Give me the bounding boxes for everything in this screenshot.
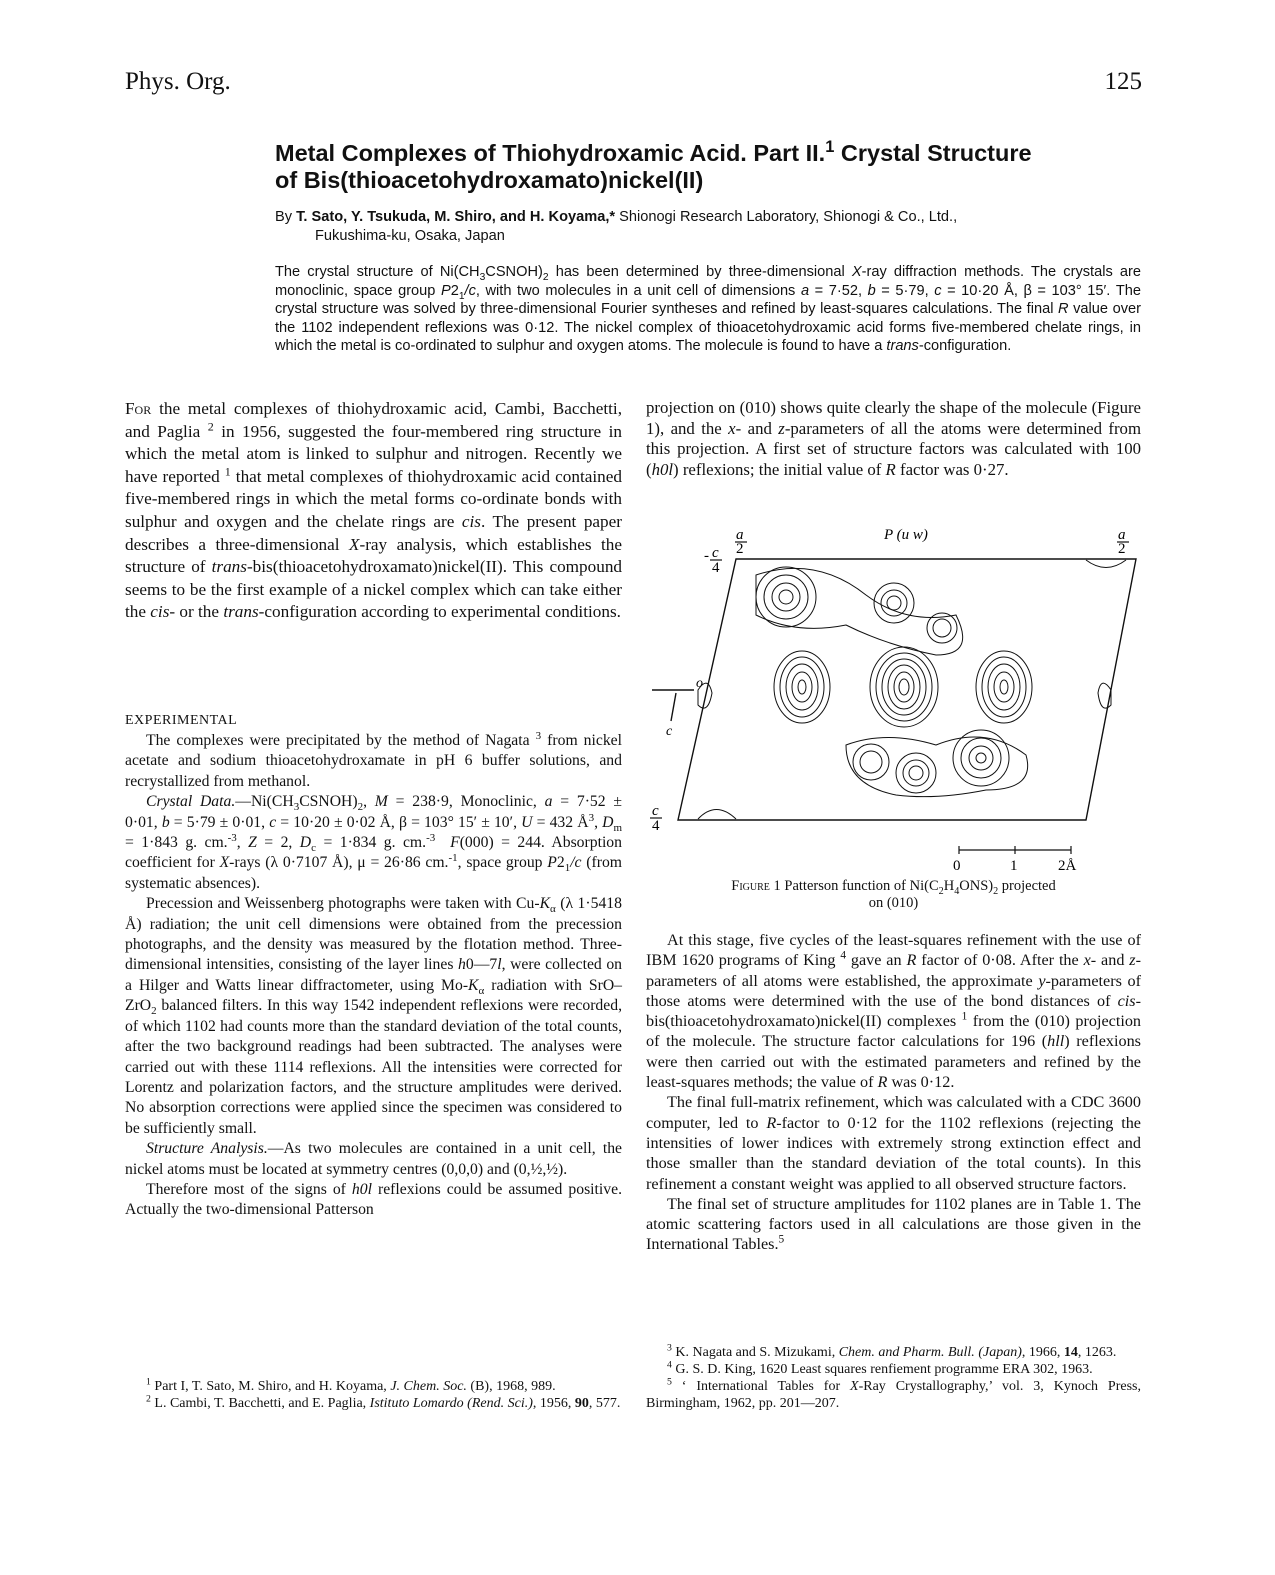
tick-label-c: c xyxy=(712,545,719,561)
affiliation: Shionogi Research Laboratory, Shionogi & Co., Ltd., xyxy=(615,209,958,225)
introduction: For the metal complexes of thiohydroxamic acid, Cambi, Bacchetti, and Paglia $^2$ in 1956, suggested the four-membered ring structure in which the metal atom is linked to sulphur and nitrogen. Recently we have reported $^1$ that metal complexes of thiohydroxamic acid contained five-membered rings in which the metal forms co-ordinate bonds with sulphur and oxygen and the chelate rings are cis. The present paper describes a three-dimensional X-ray analysis, which establishes the structure of trans-bis(thioacetohydroxamato)nickel(II). This compound seems to be the first example of a nickel complex which can take either the cis- or the trans-configuration according to experimental conditions. xyxy=(125,399,623,622)
abstract: The crystal structure of $Ni(CH_3CSNOH)_2$ has been determined by three-dimensional X-ray diffraction methods. The crystals are monoclinic, space group $P2_1/c$, with two molecules in a unit cell of dimensions a = 7·52, b = 5·79, c = 10·20 Å, β = 103° 15′. The crystal structure was solved by three-dimensional Fourier syntheses and refined by least-squares calculations. The final R value over the 1102 independent reflexions was 0·12. The nickel complex of thioacetohydroxamic acid forms five-membered chelate rings, in which the metal is co-ordinated to sulphur and oxygen atoms. The molecule is found to have a trans-configuration. xyxy=(275,264,1142,355)
page-number: 125 xyxy=(1104,68,1142,95)
footnotes-left: $^1$ Part I, T. Sato, M. Shiro, and H. Koyama, J. Chem. Soc. (B), 1968, 989. $^2$ L. Cambi, T. Bacchetti, and E. Paglia, Istituto Lomardo (Rend. Sci.), 1956, 90, 577. xyxy=(146,1376,621,1411)
minus-label: - xyxy=(704,548,709,564)
figure-label: Figure 1 xyxy=(731,878,781,894)
right-column-body: At this stage, five cycles of the least-squares refinement with the use of IBM 1620 programs of King $^4$ gave an R factor of 0·08. After the x- and z-parameters of all atoms were established, the approximate y-parameters of those atoms were determined with the use of the bond distances of cis-bis(thioacetohydroxamato)nickel(II) complexes $^1$ from the (010) projection of the molecule. The structure factor calculations for 196 (hll) reflexions were then carried out with the estimated parameters and refined by the least-squares methods; the value of R was 0·12. The final full-matrix refinement, which was calculated with a CDC 3600 computer, led to R-factor to 0·12 for the 1102 reflexions (rejecting the intensities of lower indices with extremely strong extinction effect and those smaller than the standard deviation of the total counts). In this refinement a constant weight was applied to all observed structure factors. The final set of structure amplitudes for 1102 planes are in Table 1. The atomic scattering factors used in all calculations are those given in the International Tables.$^5$ xyxy=(646,931,1142,1254)
section-heading: EXPERIMENTAL xyxy=(125,713,238,728)
by-prefix: By xyxy=(275,209,297,225)
author-names: T. Sato, Y. Tsukuda, M. Shiro, and H. Koyama,* xyxy=(296,209,616,225)
origin-label: o xyxy=(696,676,703,691)
tick-label-a-neg: a xyxy=(736,527,744,543)
author-block xyxy=(275,208,1141,246)
c-axis-arrow xyxy=(671,693,676,721)
figure-caption: Figure 1 Patterson function of $Ni(C_2H_4ONS)_2$ projected on (010) xyxy=(731,878,1056,911)
experimental-section: EXPERIMENTAL The complexes were precipitated by the method of Nagata $^3$ from nickel acetate and sodium thioacetohydroxamate in pH 6 buffer solutions, and recrystallized from methanol. Crystal $Data.—Ni(CH_3CSNOH)_2$, M = 238·9, Monoclinic, a = 7·52 ± 0·01, b = 5·79 ± 0·01, c = 10·20 ± 0·02 Å, β = 103° 15′ ± 10′, U = 432 $Å^3$, $D_m = 1\cdot 843$ g. cm.$^{-3}$, Z = 2, $D_c = 1\cdot 834$ g. cm.$^{-3}$ F(000) = 244. Absorption coefficient for X-rays (λ 0·7107 Å), μ = 26·86 cm.$^{-1}$, space group $P2_1/c$ (from systematic absences). Precession and Weissenberg photographs were taken with $Cu-K_\alpha$ (λ 1·5418 Å) radiation; the unit cell dimensions were obtained from the precession photographs, and the density was measured by the flotation method. Three-dimensional intensities, consisting of the layer lines h0—7l, were collected on a Hilger and Watts linear diffractometer, using $Mo-K_\alpha$ radiation with SrO–ZrO$_2$ balanced filters. In this way 1542 independent reflexions were recorded, of which 1102 had counts more than the standard deviation of the total counts, after the two background readings had been subtracted. The analyses were carried out with these 1114 reflexions. All the intensities were corrected for Lorentz and polarization factors, and the structure amplitudes were derived. No absorption corrections were applied since the specimen was considered to be sufficiently small. Structure Analysis.—As two molecules are contained in a unit cell, the nickel atoms must be located at symmetry centres (0,0,0) and (0,½,½). Therefore most of the signs of h0l reflexions could be assumed positive. Actually the two-dimensional Patterson xyxy=(125,713,623,1219)
article-title: Metal Complexes of Thiohydroxamic Acid. Part II.$^1$ Crystal Structure of Bis(thioacetohydroxamato)nickel(II) xyxy=(275,138,1032,193)
journal-name: Phys. Org. xyxy=(125,68,231,95)
contours xyxy=(698,560,1126,819)
tick-label-c-bottom: c xyxy=(652,803,659,819)
footnotes-right: $^3$ K. Nagata and S. Mizukami, Chem. and Pharm. Bull. (Japan), 1966, 14, 1263. $^4$ G. S. D. King, 1620 Least squares renfiement programme ERA 302, 1963. $^5$ ‘ International Tables for X-Ray Crystallography,’ vol. 3, Kynoch Press, Birmingham, 1962, pp. 201—207. xyxy=(646,1342,1141,1411)
tick-label-a: a xyxy=(1118,527,1126,543)
scale-label-1: 1 xyxy=(1010,858,1018,874)
tick-label-four-bottom: 4 xyxy=(652,818,660,834)
right-column-top: projection on (010) shows quite clearly the shape of the molecule (Figure 1), and the x- and z-parameters of all the atoms were determined from this projection. A first set of structure factors was calculated with 100 (h0l) reflexions; the initial value of R factor was 0·27. xyxy=(646,398,1142,479)
figure-title: P (u w) xyxy=(884,527,928,543)
c-axis-label: c xyxy=(666,724,673,739)
scale-label-2: 2Å xyxy=(1058,858,1077,874)
scale-label-0: 0 xyxy=(953,858,961,874)
tick-label-two-r: 2 xyxy=(1118,541,1126,557)
unit-cell-outline xyxy=(678,559,1136,820)
patterson-figure xyxy=(646,515,1141,875)
tick-label-two: 2 xyxy=(736,541,744,557)
tick-label-four: 4 xyxy=(712,560,720,576)
affiliation-address: Fukushima-ku, Osaka, Japan xyxy=(315,228,505,244)
